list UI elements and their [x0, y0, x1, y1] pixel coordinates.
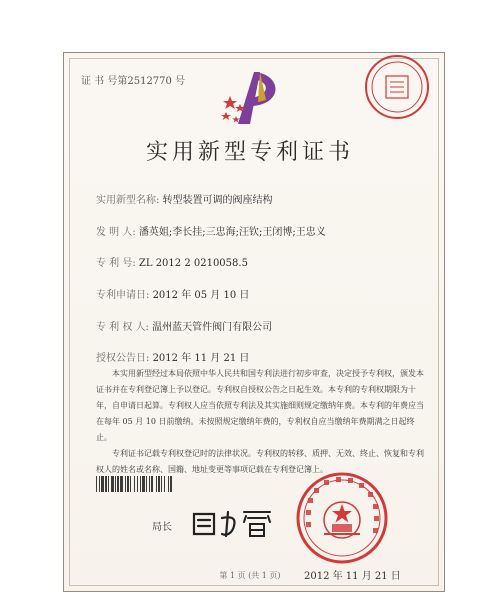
- field-value: ZL 2012 2 0210058.5: [138, 258, 248, 269]
- certificate-body-paragraph-1: 本实用新型经过本局依照中华人民共和国专利法进行初步审查，决定授予专利权，颁发本证书并在专利登记簿上予以登记。专利权自授权公告之日起生效。本专利的专利权期限为十年，自申请日起算。专利权人应当依照专利法及其实施细则规定缴纳年费。本专利的年费应当在每年 05 月 10 日前缴纳。未按照规定缴纳年费的，专利权自应当缴纳年费期满之日起终止。: [96, 369, 424, 442]
- field-label: 实用新型名称:: [96, 195, 160, 206]
- registration-stamp: [362, 52, 432, 122]
- field-label: 专 利 号:: [96, 258, 136, 269]
- field-inventors: [96, 223, 326, 238]
- field-value: 2012 年 11 月 21 日: [152, 353, 250, 364]
- field-grant-date: [96, 349, 249, 364]
- field-application-date: [96, 286, 249, 301]
- page-number: 第 1 页 (共 1 页): [219, 571, 281, 580]
- patent-office-logo: [220, 66, 290, 128]
- field-value: 转型装置可调的阀座结构: [162, 195, 273, 206]
- certificate-title: 实用新型专利证书: [145, 140, 354, 165]
- field-label: 专利申请日:: [96, 290, 150, 301]
- field-patent-number: [96, 254, 248, 269]
- national-ip-office-seal: [294, 470, 390, 566]
- field-label: 授权公告日:: [96, 353, 150, 364]
- field-utility-model-name: [96, 191, 273, 206]
- field-patentee: [96, 318, 272, 333]
- certificate-number: 证 书 号第2512770 号: [81, 76, 186, 87]
- field-label: 专 利 权 人:: [96, 322, 149, 333]
- director-label: 局长: [152, 522, 172, 533]
- barcode: [96, 476, 248, 492]
- director-signature: [188, 502, 278, 542]
- field-value: 温州蓝天管件阀门有限公司: [152, 322, 273, 333]
- certificate-body-paragraph-2: 专利证书记载专利权登记时的法律状况。专利权的转移、质押、无效、终止、恢复和专利权人的姓名或名称、国籍、地址变更等事项记载在专利登记簿上。: [96, 449, 424, 474]
- field-label: 发 明 人:: [96, 227, 136, 238]
- field-value: 潘英姐;李长挂;三忠海;汪钦;王闭博;王忠义: [138, 227, 326, 238]
- field-value: 2012 年 05 月 10 日: [152, 290, 250, 301]
- seal-date: 2012 年 11 月 21 日: [304, 571, 401, 582]
